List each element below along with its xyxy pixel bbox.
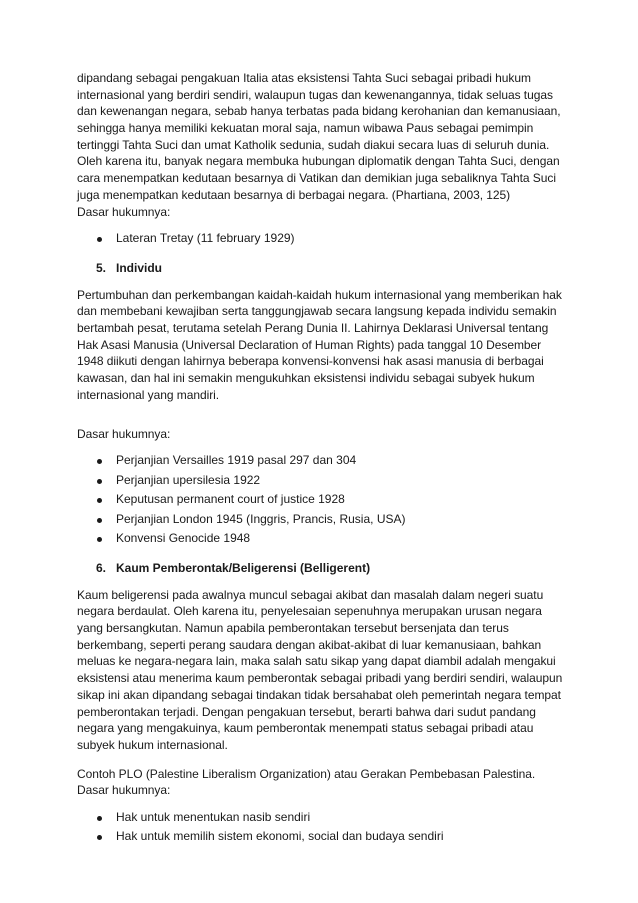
list-item-text: Hak untuk memilih sistem ekonomi, social dan budaya sendiri [116, 829, 444, 844]
list-item-text: Perjanjian upersilesia 1922 [116, 472, 261, 487]
section-6-heading [77, 558, 572, 578]
text-line: kawasan, dan hal ini semakin mengukuhkan eksistensi individu sebagai subyek hukum [77, 371, 535, 386]
section-5-basis [77, 426, 572, 443]
text-line: internasional yang berdiri sendiri, walaupun tugas dan kewenangannya, tidak seluas tugas [77, 87, 553, 102]
list-item-text: Hak untuk menentukan nasib sendiri [116, 809, 311, 824]
text-line: sehingga hanya memiliki kekuatan moral saja, namun wibawa Paus sebagai pemimpin [77, 121, 534, 136]
list-item [77, 229, 572, 249]
section-title: Kaum Pemberontak/Beligerensi (Belligerent) [116, 560, 371, 575]
list-item-text: Konvensi Genocide 1948 [116, 531, 251, 546]
list-item [77, 827, 572, 847]
section-title: Individu [116, 260, 162, 275]
basis-label: Dasar hukumnya: [77, 783, 171, 798]
text-line: cara menempatkan kedutaan besarnya di Vatikan dan demikian juga sebaliknya Tahta Suci [77, 171, 556, 186]
section-5-paragraph [77, 287, 572, 404]
list-item-text: Lateran Tretay (11 february 1929) [116, 231, 295, 246]
text-line: eksistensi atau menerima kaum pemberontak sebagai pribadi yang berdiri sendiri, walaupun [77, 671, 563, 686]
list-item [77, 529, 572, 549]
bullet-icon [97, 518, 102, 523]
text-line: Pertumbuhan dan perkembangan kaidah-kaidah hukum internasional yang memberikan hak [77, 287, 562, 302]
bullet-icon [97, 479, 102, 484]
basis-label: Dasar hukumnya: [77, 426, 171, 441]
list-item [77, 490, 572, 510]
text-line: internasional yang mandiri. [77, 387, 220, 402]
text-line: Kaum beligerensi pada awalnya muncul sebagai akibat dan masalah dalam negeri suatu [77, 587, 544, 602]
text-line: subyek hukum internasional. [77, 737, 228, 752]
section-6-bullet-list [77, 808, 572, 847]
list-item-text: Perjanjian London 1945 (Inggris, Prancis, Rusia, USA) [116, 511, 406, 526]
section-6-example [77, 766, 572, 799]
bullet-icon [97, 459, 102, 464]
text-line: yang bersangkutan. Namun apabila pemberontakan tersebut bersenjata dan terus [77, 621, 509, 636]
text-line: Oleh karena itu, banyak negara membuka hubungan diplomatik dengan Tahta Suci, dengan [77, 154, 560, 169]
list-item [77, 510, 572, 530]
text-line: dan membebani kewajiban serta tanggungjawab secara langsung kepada individu semakin [77, 304, 557, 319]
text-line: meluas ke negara-negara lain, maka salah satu sikap yang dapat diambil adalah mengakui [77, 654, 556, 669]
bullet-icon [97, 835, 102, 840]
bullet-icon [97, 498, 102, 503]
section-5-bullet-list [77, 451, 572, 549]
section-number: 6. [96, 560, 107, 575]
section-6-paragraph [77, 587, 572, 754]
text-line: berkembang, seperti perang saudara dengan akibat-akibat di luar kemanusiaan, bahkan [77, 637, 542, 652]
text-line: tertinggi Tahta Suci dan umat Katholik sedunia, sudah diakui secara luas di seluruh dunia. [77, 137, 550, 152]
text-line: negara berdaulat. Oleh karena itu, penyelesaian sepenuhnya merupakan urusan negara [77, 604, 542, 619]
text-line: Hak Asasi Manusia (Universal Declaration of Human Rights) pada tanggal 10 Desember [77, 337, 542, 352]
list-item [77, 808, 572, 828]
text-line: sikap ini akan dipandang sebagai tindakan tidak bersahabat oleh pemerintah negara tempat [77, 687, 561, 702]
bullet-icon [97, 816, 102, 821]
text-line: pemberontakan terjadi. Dengan pengakuan tersebut, berarti bahwa dari sudut pandang [77, 704, 536, 719]
bullet-icon [97, 537, 102, 542]
text-line: negara yang mengakuinya, kaum pemberontak menempati status sebagai pribadi atau [77, 721, 534, 736]
text-line: Contoh PLO (Palestine Liberalism Organization) atau Gerakan Pembebasan Palestina. [77, 766, 536, 781]
list-item-text: Perjanjian Versailles 1919 pasal 297 dan 304 [116, 453, 357, 468]
intro-bullet-list [77, 229, 572, 249]
list-item [77, 471, 572, 491]
text-line: 1948 diikuti dengan lahirnya beberapa konvensi-konvensi hak asasi manusia di berbagai [77, 354, 544, 369]
text-line: bertambah pesat, terutama setelah Perang Dunia II. Lahirnya Deklarasi Universal tentang [77, 321, 549, 336]
text-line: dipandang sebagai pengakuan Italia atas eksistensi Tahta Suci sebagai pribadi hukum [77, 71, 531, 85]
text-line: dan kewenangan negara, sebab hanya terbatas pada bidang kerohanian dan kemanusiaan, [77, 104, 561, 119]
intro-paragraph [77, 70, 572, 220]
text-line: juga menempatkan kedutaan besarnya di berbagai negara. (Phartiana, 2003, 125) [77, 187, 511, 202]
document-page [77, 70, 572, 847]
list-item-text: Keputusan permanent court of justice 1928 [116, 492, 345, 507]
basis-label: Dasar hukumnya: [77, 204, 171, 219]
section-5-heading [77, 258, 572, 278]
bullet-icon [97, 237, 102, 242]
list-item [77, 451, 572, 471]
section-number: 5. [96, 260, 107, 275]
